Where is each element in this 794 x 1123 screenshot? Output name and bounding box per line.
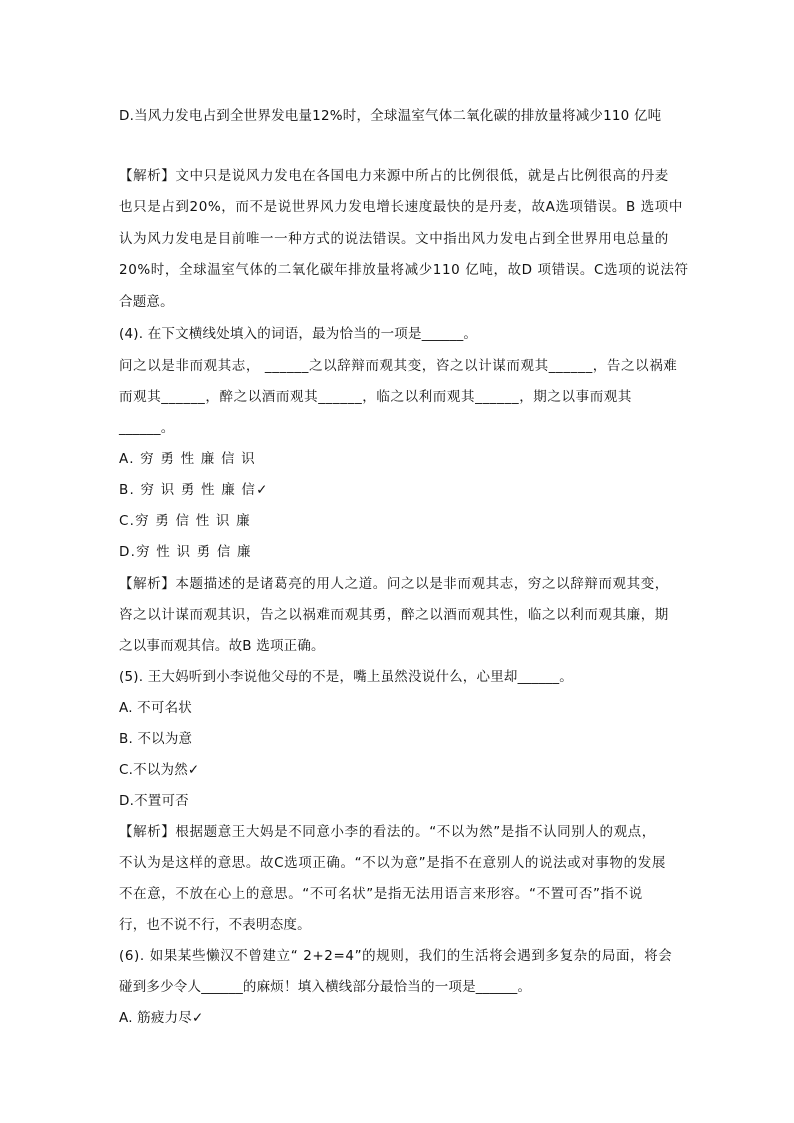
option-c: C.穷 勇 信 性 识 廉	[119, 513, 251, 529]
analysis-line: 也只是占到20%，而不是说世界风力发电增长速度最快的是丹麦，故A选项错误。B 选项中	[119, 199, 683, 215]
analysis-line: 20%时，全球温室气体的二氧化碳年排放量将减少110 亿吨，故D 项错误。C选项的说法符	[119, 262, 689, 278]
option-c: C.不以为然✓	[119, 762, 200, 778]
analysis-line: 不在意，不放在心上的意思。“不可名状”是指无法用语言来形容。“不置可否”指不说	[119, 886, 643, 902]
analysis-line: 之以事而观其信。故B 选项正确。	[119, 638, 325, 654]
analysis-line: 认为风力发电是目前唯一一种方式的说法错误。文中指出风力发电占到全世界用电总量的	[119, 231, 669, 247]
analysis-line: 合题意。	[119, 294, 174, 310]
question-4: (4). 在下文横线处填入的词语，最为恰当的一项是______。	[119, 326, 478, 342]
question-4-text: 问之以是非而观其志， ______之以辞辩而观其变，咨之以计谋而观其______，告之以祸难	[119, 358, 678, 374]
analysis-line: 【解析】文中只是说风力发电在各国电力来源中所占的比例很低，就是占比例很高的丹麦	[119, 168, 669, 184]
option-a: A. 筋疲力尽✓	[119, 1010, 204, 1026]
analysis-line: 咨之以计谋而观其识，告之以祸难而观其勇，醉之以酒而观其性，临之以利而观其廉，期	[119, 607, 669, 623]
analysis-line: 【解析】本题描述的是诸葛亮的用人之道。问之以是非而观其志，穷之以辞辩而观其变，	[119, 576, 669, 592]
question-4-text: 而观其______，醉之以酒而观其______，临之以利而观其______，期之以事而观其	[119, 389, 632, 405]
analysis-line: 不认为是这样的意思。故C选项正确。“不以为意”是指不在意别人的说法或对事物的发展	[119, 855, 666, 871]
question-5: (5). 王大妈听到小李说他父母的不是，嘴上虽然没说什么，心里却______。	[119, 669, 574, 685]
option-a: A. 穷 勇 性 廉 信 识	[119, 451, 256, 467]
question-6: (6). 如果某些懒汉不曾建立“ 2+2=4”的规则，我们的生活将会遇到多复杂的局面，将会	[119, 948, 673, 964]
option-d: D.不置可否	[119, 793, 189, 809]
option-a: A. 不可名状	[119, 700, 192, 716]
option-d-statement: D.当风力发电占到全世界发电量12%时，全球温室气体二氧化碳的排放量将减少110 亿吨	[119, 108, 662, 124]
option-d: D.穷 性 识 勇 信 廉	[119, 544, 252, 560]
option-b: B. 穷 识 勇 性 廉 信✓	[119, 482, 269, 498]
option-b: B. 不以为意	[119, 731, 193, 747]
question-6-text: 碰到多少令人______的麻烦！填入横线部分最恰当的一项是______。	[119, 979, 532, 995]
analysis-line: 行，也不说不行，不表明态度。	[119, 917, 311, 933]
question-4-text: ______。	[119, 420, 175, 436]
analysis-line: 【解析】根据题意王大妈是不同意小李的看法的。“不以为然”是指不认同别人的观点，	[119, 824, 656, 840]
